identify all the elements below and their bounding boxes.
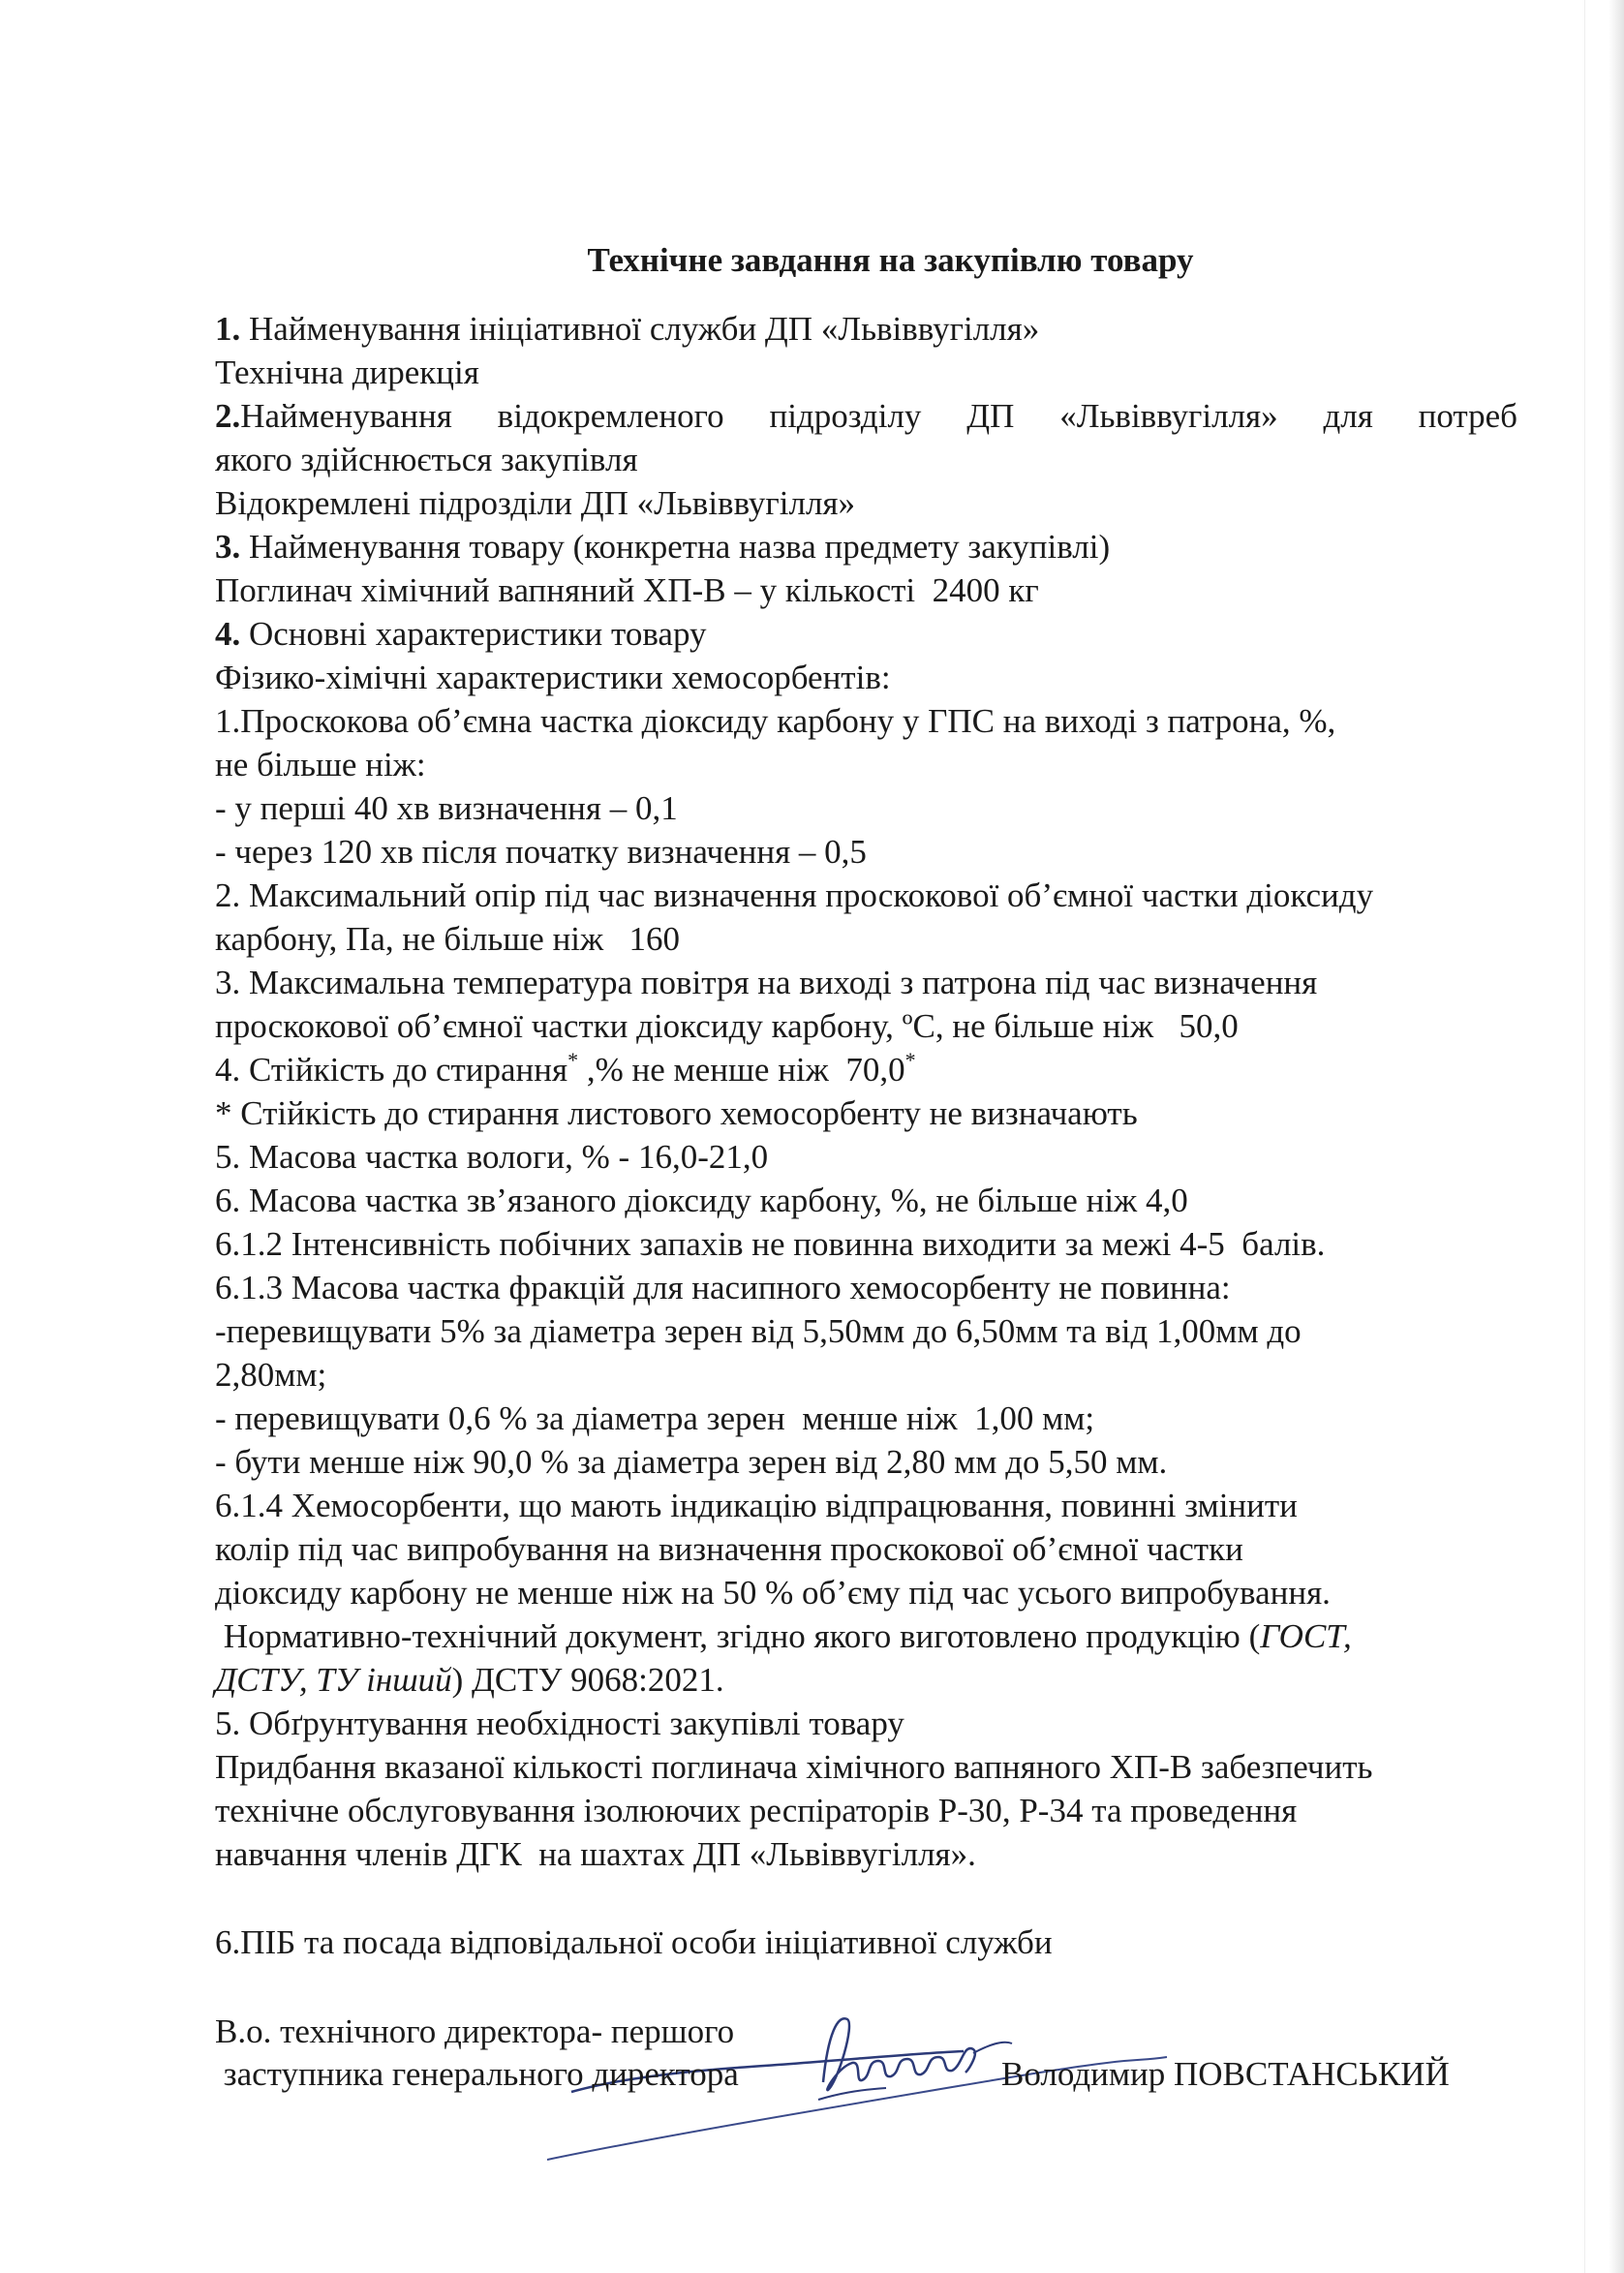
document-line — [215, 656, 1517, 699]
line-text: * Стійкість до стирання листового хемосорбенту не визначають — [215, 1094, 1138, 1132]
document-line — [215, 1484, 1517, 1527]
document-line — [215, 917, 1517, 961]
line-text: 6.ПІБ та посада відповідальної особи ініціативної служби — [215, 1923, 1053, 1961]
document-line — [215, 1876, 1517, 1920]
signature-block — [215, 2011, 1517, 2096]
line-text: навчання членів ДГК на шахтах ДП «Львіввугілля». — [215, 1835, 976, 1873]
document-lines — [215, 307, 1517, 1964]
line-text: 5. Масова частка вологи, % - 16,0-21,0 — [215, 1138, 769, 1176]
document-line — [215, 699, 1517, 743]
document-line — [215, 830, 1517, 874]
document-line — [215, 1832, 1517, 1876]
document-line — [215, 351, 1517, 394]
document-line — [215, 568, 1517, 612]
document-line — [215, 1397, 1517, 1440]
line-text: - перевищувати 0,6 % за діаметра зерен менше ніж 1,00 мм; — [215, 1399, 1095, 1437]
document-line — [215, 1135, 1517, 1179]
document-line — [215, 438, 1517, 481]
line-text: Відокремлені підрозділи ДП «Львіввугілля» — [215, 484, 856, 522]
footnote-mark: * — [904, 1048, 916, 1072]
line-text: технічне обслуговування ізолюючих респіраторів Р-30, Р-34 та проведення — [215, 1792, 1298, 1829]
line-text: Фізико-хімічні характеристики хемосорбентів: — [215, 659, 891, 696]
document-line — [215, 1222, 1517, 1266]
document-line — [215, 1440, 1517, 1484]
line-text: проскокової об’ємної частки діоксиду карбону, ºС, не більше ніж 50,0 — [215, 1007, 1239, 1045]
line-text: - через 120 хв після початку визначення – 0,5 — [215, 833, 867, 871]
line-text: - у перші 40 хв визначення – 0,1 — [215, 789, 678, 827]
line-text: Основні характеристики товару — [240, 615, 707, 653]
line-text: Технічна дирекція — [215, 353, 479, 391]
document-line — [215, 1614, 1517, 1658]
line-text: 3. Максимальна температура повітря на виході з патрона під час визначення — [215, 964, 1318, 1001]
document-line — [215, 1048, 1517, 1091]
document-line — [215, 1571, 1517, 1614]
line-text: -перевищувати 5% за діаметра зерен від 5,50мм до 6,50мм та від 1,00мм до — [215, 1312, 1302, 1350]
signer-position-line1: В.о. технічного директора- першого — [215, 2012, 735, 2050]
line-text: 2,80мм; — [215, 1356, 327, 1394]
document-line — [215, 307, 1517, 351]
line-text: колір під час випробування на визначення проскокової об’ємної частки — [215, 1530, 1243, 1568]
document-line — [215, 743, 1517, 786]
line-text: 6.1.3 Масова частка фракцій для насипного хемосорбенту не повинна: — [215, 1269, 1231, 1306]
line-text: діоксиду карбону не менше ніж на 50 % об’єму під час усього випробування. — [215, 1574, 1331, 1612]
document-line — [215, 1658, 1517, 1702]
line-text: - бути менше ніж 90,0 % за діаметра зерен від 2,80 мм до 5,50 мм. — [215, 1443, 1168, 1481]
page-edge-shadow — [1609, 0, 1624, 2273]
footnote-mark: * — [567, 1048, 579, 1072]
line-text: якого здійснюється закупівля — [215, 441, 638, 478]
document-line — [215, 481, 1517, 525]
document-line — [215, 1004, 1517, 1048]
line-text: 5. Обґрунтування необхідності закупівлі товару — [215, 1705, 904, 1742]
page-edge-line — [1584, 0, 1585, 2273]
line-text: ,% не менше ніж 70,0 — [578, 1051, 905, 1089]
document-line — [215, 1702, 1517, 1745]
line-text: Поглинач хімічний вапняний ХП-В – у кількості 2400 кг — [215, 571, 1039, 609]
document-line — [215, 1789, 1517, 1832]
document-line — [215, 1527, 1517, 1571]
document-line — [215, 1920, 1517, 1964]
line-text: 2. Максимальний опір під час визначення проскокової об’ємної частки діоксиду — [215, 876, 1374, 914]
document-line — [215, 1091, 1517, 1135]
document-title: Технічне завдання на закупівлю товару — [587, 241, 1194, 279]
line-text: не більше ніж: — [215, 746, 426, 783]
document-line — [215, 525, 1517, 568]
document-line — [215, 1266, 1517, 1309]
section-number: 2. — [215, 397, 241, 435]
line-text: Нормативно-технічний документ, згідно якого виготовлено продукцію ( — [215, 1617, 1261, 1655]
section-number: 1. — [215, 310, 241, 348]
line-text: 6. Масова частка зв’язаного діоксиду карбону, %, не більше ніж 4,0 — [215, 1182, 1188, 1219]
document-line — [215, 1179, 1517, 1222]
document-line — [215, 1745, 1517, 1789]
line-text: 1.Проскокова об’ємна частка діоксиду карбону у ГПС на виході з патрона, %, — [215, 702, 1336, 740]
line-text: 6.1.4 Хемосорбенти, що мають індикацію відпрацювання, повинні змінити — [215, 1487, 1298, 1524]
signer-position-line2: заступника генерального директора — [215, 2055, 739, 2093]
signer-name: Володимир ПОВСТАНСЬКИЙ — [1001, 2055, 1450, 2093]
line-text: Найменування відокремленого підрозділу ДП «Львіввугілля» для потреб — [240, 397, 1517, 435]
line-text: Найменування ініціативної служби ДП «Львіввугілля» — [240, 310, 1040, 348]
italic-text: ГОСТ, — [1260, 1617, 1352, 1655]
line-text: 4. Стійкість до стирання — [215, 1051, 568, 1089]
document-line — [215, 1309, 1517, 1353]
line-text: ) ДСТУ 9068:2021. — [451, 1661, 724, 1699]
section-number: 4. — [215, 615, 241, 653]
document-line — [215, 1353, 1517, 1397]
document-line — [215, 612, 1517, 656]
italic-text: ДСТУ, ТУ інший — [215, 1661, 452, 1699]
line-text: 6.1.2 Інтенсивність побічних запахів не повинна виходити за межі 4-5 балів. — [215, 1225, 1326, 1263]
document-line — [215, 786, 1517, 830]
line-text: карбону, Па, не більше ніж 160 — [215, 920, 680, 958]
document-line — [215, 874, 1517, 917]
section-number: 3. — [215, 528, 241, 566]
document-line — [215, 961, 1517, 1004]
line-text: Найменування товару (конкретна назва предмету закупівлі) — [240, 528, 1111, 566]
line-text: Придбання вказаної кількості поглинача хімічного вапняного ХП-В забезпечить — [215, 1748, 1373, 1786]
document-line — [215, 394, 1517, 438]
document-body — [215, 238, 1517, 1964]
